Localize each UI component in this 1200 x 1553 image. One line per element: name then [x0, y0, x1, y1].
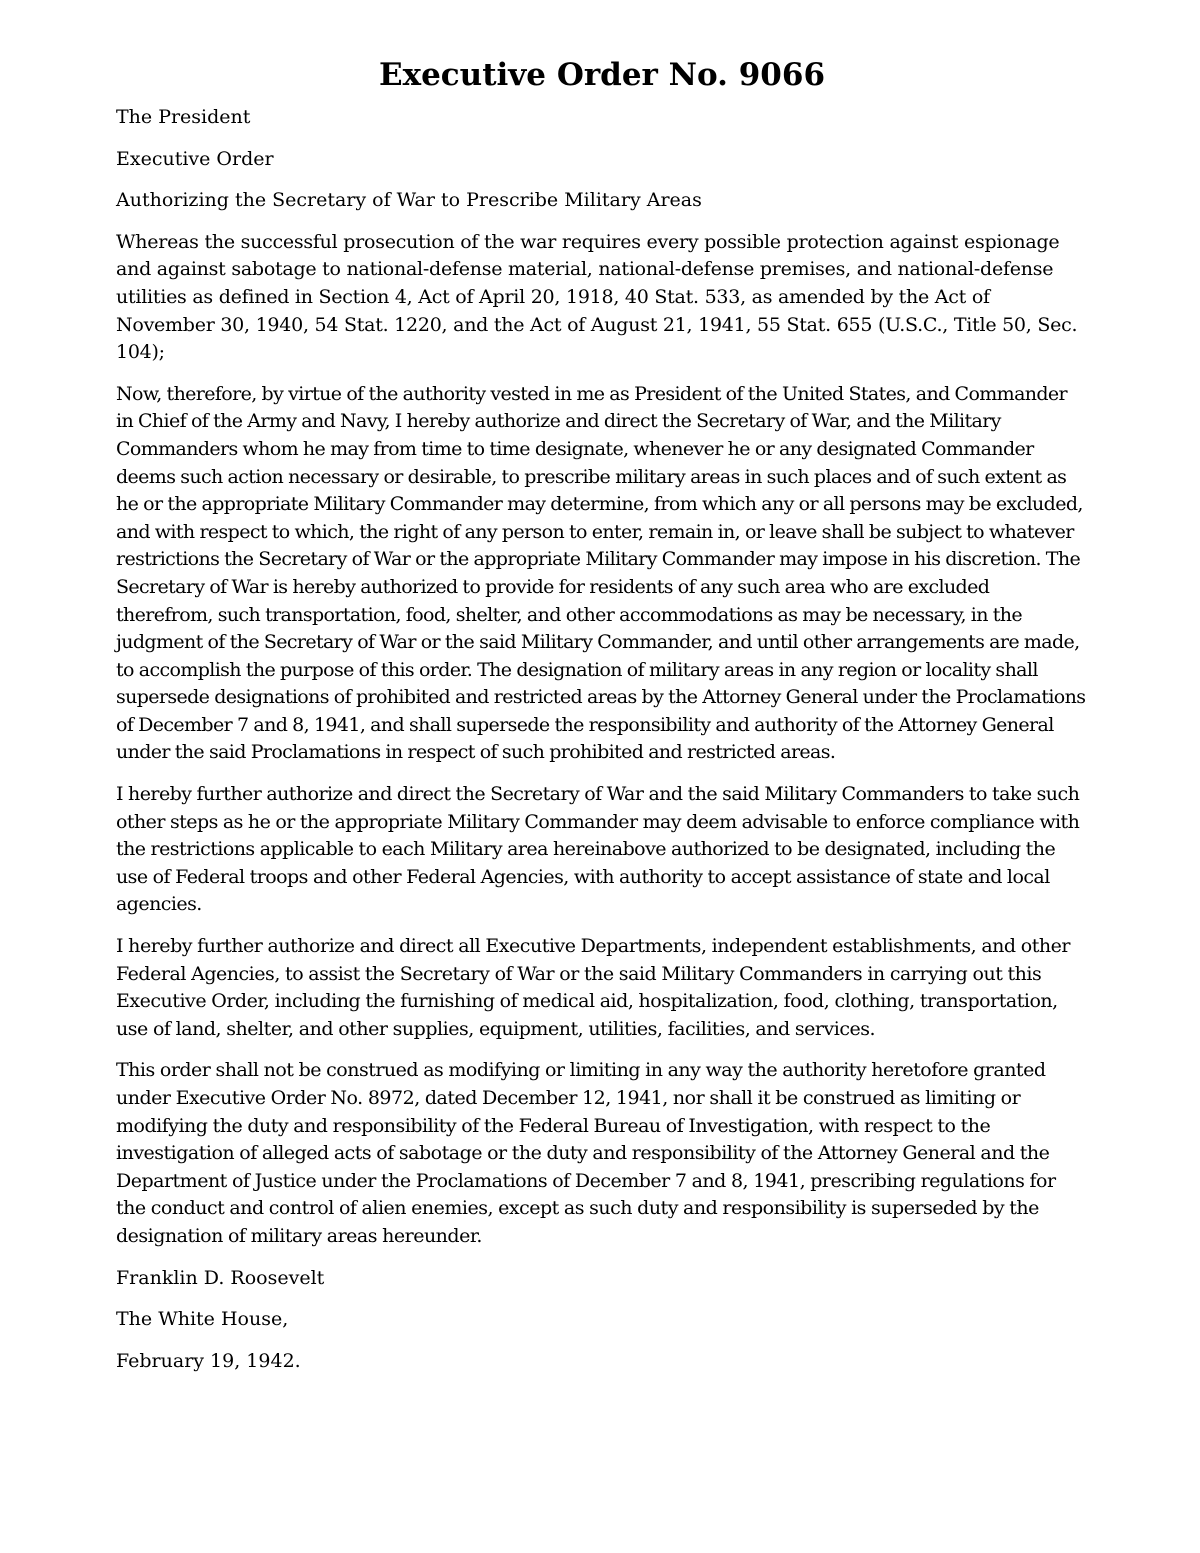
authorization-paragraph: Now, therefore, by virtue of the authority vested in me as President of the United States, and Commander in Chief of the Army and Navy, I hereby authorize and direct the Secretary of War, and the Military Commanders whom he may from time to time designate, whenever he or any designated Commander deems such action necessary or desirable, to prescribe military areas in such places and of such extent as he or the appropriate Military Commander may determine, from which any or all persons may be excluded, and with respect to which, the right of any person to enter, remain in, or leave shall be subject to whatever restrictions the Secretary of War or the appropriate Military Commander may impose in his discretion. The Secretary of War is hereby authorized to provide for residents of any such area who are excluded therefrom, such transportation, food, shelter, and other accommodations as may be necessary, in the judgment of the Secretary of War or the said Military Commander, and until other arrangements are made, to accomplish the purpose of this order. The designation of military areas in any region or locality shall supersede designations of prohibited and restricted areas by the Attorney General under the Proclamations of December 7 and 8, 1941, and shall supersede the responsibility and authority of the Attorney General under the said Proclamations in respect of such prohibited and restricted areas. — [116, 382, 1086, 764]
document-title: Executive Order No. 9066 — [378, 57, 826, 93]
signature-line: Franklin D. Roosevelt — [116, 1266, 325, 1289]
enforcement-paragraph: I hereby further authorize and direct the Secretary of War and the said Military Commanders to take such other steps as he or the appropriate Military Commander may deem advisable to enforce compliance with the restrictions applicable to each Military area hereinabove authorized to be designated, including the use of Federal troops and other Federal Agencies, with authority to accept assistance of state and local agencies. — [116, 783, 1080, 916]
document-type-line: Executive Order — [116, 147, 274, 170]
assistance-paragraph: I hereby further authorize and direct all Executive Departments, independent establishments, and other Federal Agencies, to assist the Secretary of War or the said Military Commanders in carrying out this Executive Order, including the furnishing of medical aid, hospitalization, food, clothing, transportation, use of land, shelter, and other supplies, equipment, utilities, facilities, and services. — [116, 935, 1071, 1040]
subject-line: Authorizing the Secretary of War to Prescribe Military Areas — [116, 189, 702, 212]
issuer-line: The President — [116, 106, 251, 128]
location-line: The White House, — [116, 1308, 289, 1331]
document-page — [116, 52, 1088, 1389]
whereas-paragraph: Whereas the successful prosecution of the war requires every possible protection against espionage and against sabotage to national-defense material, national-defense premises, and national-defense utilities as defined in Section 4, Act of April 20, 1918, 40 Stat. 533, as amended by the Act of November 30, 1940, 54 Stat. 1220, and the Act of August 21, 1941, 55 Stat. 655 (U.S.C., Title 50, Sec. 104); — [116, 230, 1078, 364]
limitation-paragraph: This order shall not be construed as modifying or limiting in any way the authority heretofore granted under Executive Order No. 8972, dated December 12, 1941, nor shall it be construed as limiting or modifying the duty and responsibility of the Federal Bureau of Investigation, with respect to the investigation of alleged acts of sabotage or the duty and responsibility of the Attorney General and the Department of Justice under the Proclamations of December 7 and 8, 1941, prescribing regulations for the conduct and control of alien enemies, except as such duty and responsibility is superseded by the designation of military areas hereunder. — [116, 1059, 1056, 1247]
date-line: February 19, 1942. — [116, 1349, 301, 1372]
